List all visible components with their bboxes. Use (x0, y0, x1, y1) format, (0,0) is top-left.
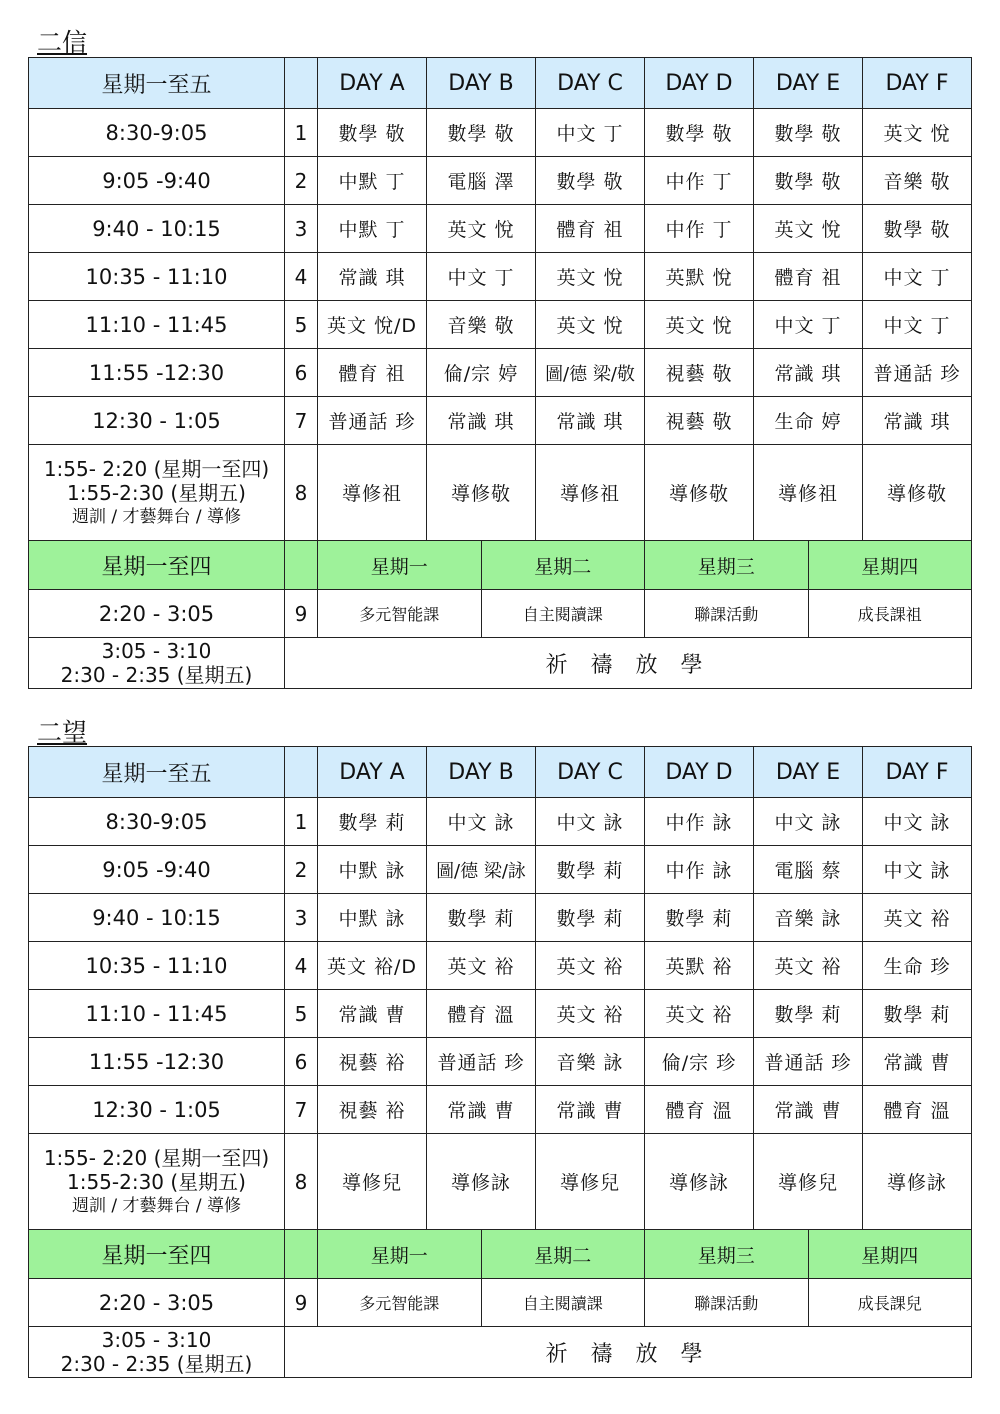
period-number: 8 (285, 445, 318, 541)
lesson-cell: 常識 琪 (863, 397, 972, 445)
activity-cell: 自主閱讀課 (481, 1279, 645, 1326)
lesson-cell: 英文 裕 (536, 990, 645, 1038)
table-row (29, 1086, 972, 1134)
timetable (28, 57, 972, 689)
period-time (29, 1134, 285, 1230)
period-time: 11:55 -12:30 (29, 1038, 285, 1086)
lesson-cell: 數學 莉 (645, 894, 754, 942)
time-column-header: 星期一至五 (29, 747, 285, 798)
lesson-cell: 視藝 敬 (645, 397, 754, 445)
period-number: 2 (285, 157, 318, 205)
weekday-header: 星期一 (370, 1244, 428, 1267)
lesson-cell: 體育 溫 (645, 1086, 754, 1134)
period-number: 2 (285, 846, 318, 894)
period-time: 8:30-9:05 (29, 798, 285, 846)
table-row (29, 590, 972, 638)
lesson-cell: 生命 珍 (863, 942, 972, 990)
lesson-cell: 常識 曹 (754, 1086, 863, 1134)
lesson-cell: 體育 祖 (318, 349, 427, 397)
table-row (29, 1327, 972, 1378)
period-column-header (285, 1230, 318, 1279)
lesson-cell: 導修兒 (754, 1134, 863, 1230)
lesson-cell: 視藝 敬 (645, 349, 754, 397)
lesson-cell: 中文 丁 (863, 253, 972, 301)
lesson-cell: 數學 莉 (318, 798, 427, 846)
time-line: 2:30 - 2:35 (星期五) (60, 1352, 253, 1376)
period-time: 2:20 - 3:05 (29, 590, 285, 638)
weekday-columns (318, 1279, 972, 1327)
lesson-cell: 中默 詠 (318, 894, 427, 942)
lesson-cell: 導修詠 (645, 1134, 754, 1230)
lesson-cell: 體育 祖 (754, 253, 863, 301)
day-header: DAY C (536, 58, 645, 109)
lesson-cell: 數學 敬 (754, 157, 863, 205)
class-title: 二望 (37, 718, 88, 747)
period-time: 11:10 - 11:45 (29, 990, 285, 1038)
lesson-cell: 數學 敬 (536, 157, 645, 205)
table-row (29, 349, 972, 397)
lesson-cell: 普通話 珍 (754, 1038, 863, 1086)
period-column-header (285, 747, 318, 798)
period-time: 2:20 - 3:05 (29, 1279, 285, 1327)
lesson-cell: 常識 曹 (318, 990, 427, 1038)
period-time: 9:40 - 10:15 (29, 894, 285, 942)
lesson-cell: 體育 溫 (863, 1086, 972, 1134)
time-line: 3:05 - 3:10 (101, 639, 212, 663)
lesson-cell: 數學 敬 (318, 109, 427, 157)
lesson-cell: 中作 丁 (645, 205, 754, 253)
lesson-cell: 中作 丁 (645, 157, 754, 205)
lesson-cell: 導修祖 (754, 445, 863, 541)
lesson-cell: 導修詠 (427, 1134, 536, 1230)
lesson-cell: 數學 莉 (754, 990, 863, 1038)
lesson-cell: 英文 悅 (863, 109, 972, 157)
weekday-header: 星期三 (644, 1230, 808, 1278)
table-row (29, 1038, 972, 1086)
dismissal-label: 祈 禱 放 學 (285, 638, 972, 689)
lesson-cell: 中文 詠 (863, 798, 972, 846)
day-header: DAY E (754, 747, 863, 798)
period-number: 3 (285, 894, 318, 942)
lesson-cell: 音樂 敬 (427, 301, 536, 349)
lesson-cell: 數學 莉 (427, 894, 536, 942)
weekday-header-row (29, 1230, 972, 1279)
dismissal-label: 祈 禱 放 學 (285, 1327, 972, 1378)
lesson-cell: 中作 詠 (645, 846, 754, 894)
class-title: 二信 (37, 28, 88, 57)
period-time: 9:05 -9:40 (29, 846, 285, 894)
lesson-cell: 英默 悅 (645, 253, 754, 301)
period-number: 1 (285, 798, 318, 846)
lesson-cell: 體育 祖 (536, 205, 645, 253)
header-row (29, 747, 972, 798)
lesson-cell: 數學 莉 (536, 846, 645, 894)
lesson-cell: 電腦 蔡 (754, 846, 863, 894)
period-time: 9:40 - 10:15 (29, 205, 285, 253)
weekday-header: 星期四 (808, 541, 972, 589)
lesson-cell: 中文 詠 (863, 846, 972, 894)
period-column-header (285, 541, 318, 590)
period-number: 7 (285, 397, 318, 445)
lesson-cell: 英文 悅 (427, 205, 536, 253)
lesson-cell: 常識 曹 (536, 1086, 645, 1134)
lesson-cell: 常識 琪 (427, 397, 536, 445)
lesson-cell: 英文 悅 (645, 301, 754, 349)
lesson-cell: 中文 丁 (427, 253, 536, 301)
time-column-header: 星期一至五 (29, 58, 285, 109)
weekday-header: 星期二 (481, 541, 645, 589)
lesson-cell: 倫/宗 婷 (427, 349, 536, 397)
lesson-cell: 常識 曹 (427, 1086, 536, 1134)
lesson-cell: 音樂 敬 (863, 157, 972, 205)
time-line: 3:05 - 3:10 (101, 1328, 212, 1352)
day-header: DAY B (427, 58, 536, 109)
day-header: DAY C (536, 747, 645, 798)
lesson-cell: 常識 琪 (318, 253, 427, 301)
lesson-cell: 電腦 澤 (427, 157, 536, 205)
lesson-cell: 數學 敬 (863, 205, 972, 253)
period-number: 5 (285, 990, 318, 1038)
table-row (29, 157, 972, 205)
time-line: 1:55-2:30 (星期五) (66, 480, 246, 505)
lesson-cell: 常識 琪 (536, 397, 645, 445)
time-column-header: 星期一至四 (29, 1230, 285, 1279)
day-header: DAY A (318, 747, 427, 798)
lesson-cell: 數學 莉 (863, 990, 972, 1038)
period-number: 6 (285, 1038, 318, 1086)
lesson-cell: 中文 詠 (427, 798, 536, 846)
lesson-cell: 英文 悅 (536, 301, 645, 349)
lesson-cell: 導修敬 (863, 445, 972, 541)
lesson-cell: 中文 詠 (754, 798, 863, 846)
time-line: 1:55-2:30 (星期五) (66, 1169, 246, 1194)
time-column-header: 星期一至四 (29, 541, 285, 590)
period-number: 9 (285, 1279, 318, 1327)
lesson-cell: 普通話 珍 (318, 397, 427, 445)
period-time: 12:30 - 1:05 (29, 1086, 285, 1134)
lesson-cell: 常識 琪 (754, 349, 863, 397)
period-number: 4 (285, 253, 318, 301)
time-line: 1:55- 2:20 (星期一至四) (43, 1145, 270, 1170)
period-number: 3 (285, 205, 318, 253)
lesson-cell: 英文 裕 (645, 990, 754, 1038)
weekday-header: 星期四 (808, 1230, 972, 1278)
lesson-cell: 中默 丁 (318, 157, 427, 205)
lesson-cell: 中默 詠 (318, 846, 427, 894)
lesson-cell: 音樂 詠 (754, 894, 863, 942)
day-header: DAY F (863, 747, 972, 798)
period-time (29, 638, 285, 689)
lesson-cell: 圖/德 梁/詠 (427, 846, 536, 894)
activity-cell: 多元智能課 (359, 605, 440, 624)
day-header: DAY D (645, 747, 754, 798)
lesson-cell: 常識 曹 (863, 1038, 972, 1086)
lesson-cell: 中文 丁 (863, 301, 972, 349)
table-row (29, 1279, 972, 1327)
period-time (29, 1327, 285, 1378)
weekday-header: 星期三 (644, 541, 808, 589)
day-header: DAY D (645, 58, 754, 109)
table-row (29, 638, 972, 689)
table-row (29, 846, 972, 894)
lesson-cell: 普通話 珍 (863, 349, 972, 397)
table-row (29, 942, 972, 990)
lesson-cell: 英文 裕/D (318, 942, 427, 990)
time-note: 週訓 / 才藝舞台 / 導修 (71, 1195, 242, 1216)
period-number: 9 (285, 590, 318, 638)
day-header: DAY A (318, 58, 427, 109)
lesson-cell: 導修兒 (318, 1134, 427, 1230)
lesson-cell: 音樂 詠 (536, 1038, 645, 1086)
table-row (29, 397, 972, 445)
activity-cell: 自主閱讀課 (481, 590, 645, 637)
lesson-cell: 中作 詠 (645, 798, 754, 846)
activity-cell: 聯課活動 (644, 590, 808, 637)
period-number: 6 (285, 349, 318, 397)
day-header: DAY F (863, 58, 972, 109)
header-row (29, 58, 972, 109)
time-line: 2:30 - 2:35 (星期五) (60, 663, 253, 687)
table-row (29, 894, 972, 942)
period-time: 10:35 - 11:10 (29, 942, 285, 990)
table-row (29, 1134, 972, 1230)
lesson-cell: 視藝 裕 (318, 1038, 427, 1086)
lesson-cell: 視藝 裕 (318, 1086, 427, 1134)
weekday-header-row (29, 541, 972, 590)
table-row (29, 798, 972, 846)
activity-cell: 成長課祖 (808, 590, 972, 637)
lesson-cell: 英文 裕 (536, 942, 645, 990)
lesson-cell: 中文 丁 (754, 301, 863, 349)
period-time (29, 445, 285, 541)
lesson-cell: 圖/德 梁/敬 (536, 349, 645, 397)
day-header: DAY E (754, 58, 863, 109)
lesson-cell: 導修詠 (863, 1134, 972, 1230)
lesson-cell: 英默 裕 (645, 942, 754, 990)
lesson-cell: 體育 溫 (427, 990, 536, 1038)
period-number: 5 (285, 301, 318, 349)
lesson-cell: 中默 丁 (318, 205, 427, 253)
lesson-cell: 導修敬 (645, 445, 754, 541)
lesson-cell: 數學 敬 (754, 109, 863, 157)
table-row (29, 253, 972, 301)
lesson-cell: 中文 丁 (536, 109, 645, 157)
table-row (29, 301, 972, 349)
lesson-cell: 數學 莉 (536, 894, 645, 942)
period-time: 11:10 - 11:45 (29, 301, 285, 349)
period-number: 1 (285, 109, 318, 157)
time-note: 週訓 / 才藝舞台 / 導修 (71, 506, 242, 527)
period-time: 12:30 - 1:05 (29, 397, 285, 445)
weekday-header: 星期二 (481, 1230, 645, 1278)
period-number: 4 (285, 942, 318, 990)
lesson-cell: 中文 詠 (536, 798, 645, 846)
period-number: 8 (285, 1134, 318, 1230)
lesson-cell: 導修敬 (427, 445, 536, 541)
period-number: 7 (285, 1086, 318, 1134)
lesson-cell: 導修祖 (318, 445, 427, 541)
lesson-cell: 英文 悅 (536, 253, 645, 301)
period-column-header (285, 58, 318, 109)
activity-cell: 多元智能課 (359, 1294, 440, 1313)
timetable (28, 746, 972, 1378)
weekday-header: 星期一 (370, 555, 428, 578)
activity-cell: 成長課兒 (808, 1279, 972, 1326)
lesson-cell: 導修祖 (536, 445, 645, 541)
lesson-cell: 英文 裕 (754, 942, 863, 990)
lesson-cell: 英文 裕 (863, 894, 972, 942)
period-time: 8:30-9:05 (29, 109, 285, 157)
table-row (29, 205, 972, 253)
period-time: 9:05 -9:40 (29, 157, 285, 205)
time-line: 1:55- 2:20 (星期一至四) (43, 456, 270, 481)
lesson-cell: 導修兒 (536, 1134, 645, 1230)
table-row (29, 445, 972, 541)
period-time: 11:55 -12:30 (29, 349, 285, 397)
lesson-cell: 生命 婷 (754, 397, 863, 445)
table-row (29, 990, 972, 1038)
lesson-cell: 數學 敬 (645, 109, 754, 157)
day-header: DAY B (427, 747, 536, 798)
weekday-columns (318, 590, 972, 638)
lesson-cell: 英文 裕 (427, 942, 536, 990)
activity-cell: 聯課活動 (644, 1279, 808, 1326)
weekday-columns (318, 541, 972, 590)
lesson-cell: 英文 悅 (754, 205, 863, 253)
weekday-columns (318, 1230, 972, 1279)
lesson-cell: 數學 敬 (427, 109, 536, 157)
lesson-cell: 倫/宗 珍 (645, 1038, 754, 1086)
period-time: 10:35 - 11:10 (29, 253, 285, 301)
lesson-cell: 英文 悅/D (318, 301, 427, 349)
lesson-cell: 普通話 珍 (427, 1038, 536, 1086)
table-row (29, 109, 972, 157)
